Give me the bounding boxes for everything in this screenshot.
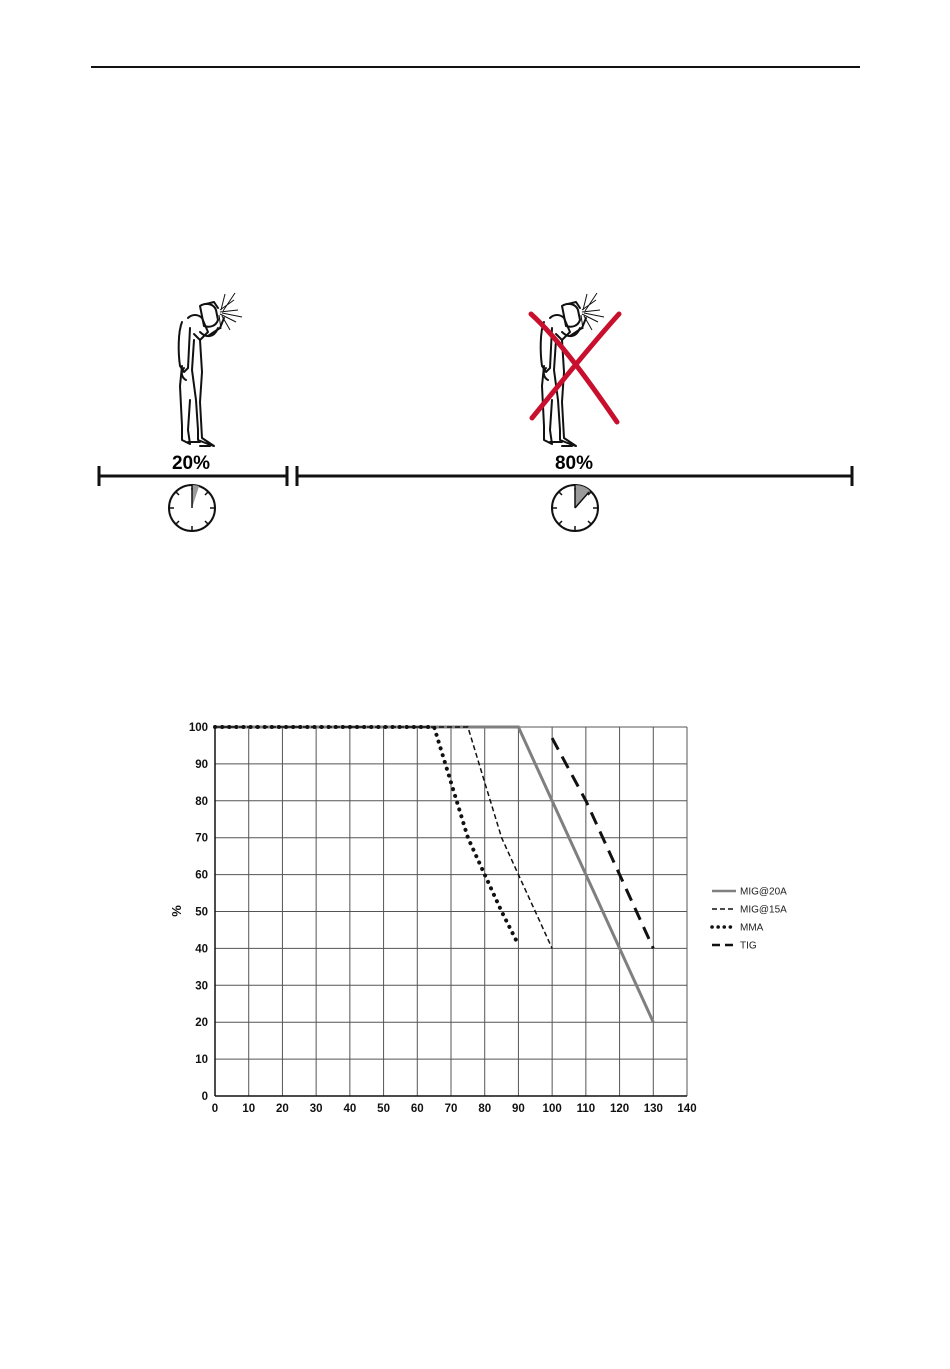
y-tick-label: 70	[195, 832, 208, 845]
legend-label-mig-15a: MIG@15A	[740, 904, 787, 916]
chart-svg	[160, 710, 800, 1130]
y-axis-title: %	[169, 905, 184, 917]
y-tick-label: 0	[201, 1091, 208, 1103]
y-tick-label: 60	[195, 869, 208, 882]
x-tick-label: 60	[410, 1103, 424, 1115]
x-tick-label: 100	[542, 1103, 562, 1115]
series-line-tig	[552, 738, 653, 948]
legend-label-mma: MMA	[740, 922, 764, 934]
y-tick-label: 30	[195, 980, 208, 993]
x-tick-label: 40	[343, 1103, 357, 1115]
x-tick-label: 70	[444, 1103, 458, 1115]
legend-label-tig: TIG	[740, 940, 757, 952]
y-tick-label: 10	[195, 1054, 208, 1067]
legend-label-mig-20a: MIG@20A	[740, 886, 787, 898]
y-tick-label: 100	[188, 722, 208, 734]
x-tick-label: 140	[677, 1103, 697, 1115]
duty-timeline	[99, 466, 852, 486]
welder-icon	[541, 302, 586, 446]
duty-cycle-chart	[160, 710, 800, 1130]
clock-icon	[169, 485, 215, 531]
x-tick-label: 110	[576, 1103, 596, 1115]
y-tick-label: 80	[195, 795, 208, 808]
welder-icon	[179, 302, 224, 446]
x-tick-label: 50	[377, 1103, 390, 1115]
y-tick-label: 50	[195, 906, 208, 919]
y-tick-label: 20	[195, 1017, 208, 1030]
x-tick-label: 90	[512, 1103, 525, 1115]
x-tick-label: 0	[211, 1103, 219, 1115]
series-line-mma	[215, 727, 518, 945]
rest-percent-label: 80%	[554, 453, 594, 474]
chart-legend	[712, 887, 787, 952]
x-tick-label: 30	[309, 1103, 323, 1115]
work-percent-label: 20%	[171, 453, 211, 474]
x-tick-label: 130	[643, 1103, 663, 1115]
duty-cycle-illustration	[0, 280, 950, 560]
x-tick-label: 10	[242, 1103, 256, 1115]
chart-ticks	[189, 722, 697, 1115]
x-tick-label: 20	[276, 1103, 289, 1115]
y-tick-label: 40	[195, 943, 208, 956]
header-rule	[91, 66, 860, 68]
x-tick-label: 120	[609, 1103, 630, 1115]
y-tick-label: 90	[195, 758, 208, 771]
clock-icon	[552, 485, 598, 531]
x-tick-label: 80	[478, 1103, 492, 1115]
